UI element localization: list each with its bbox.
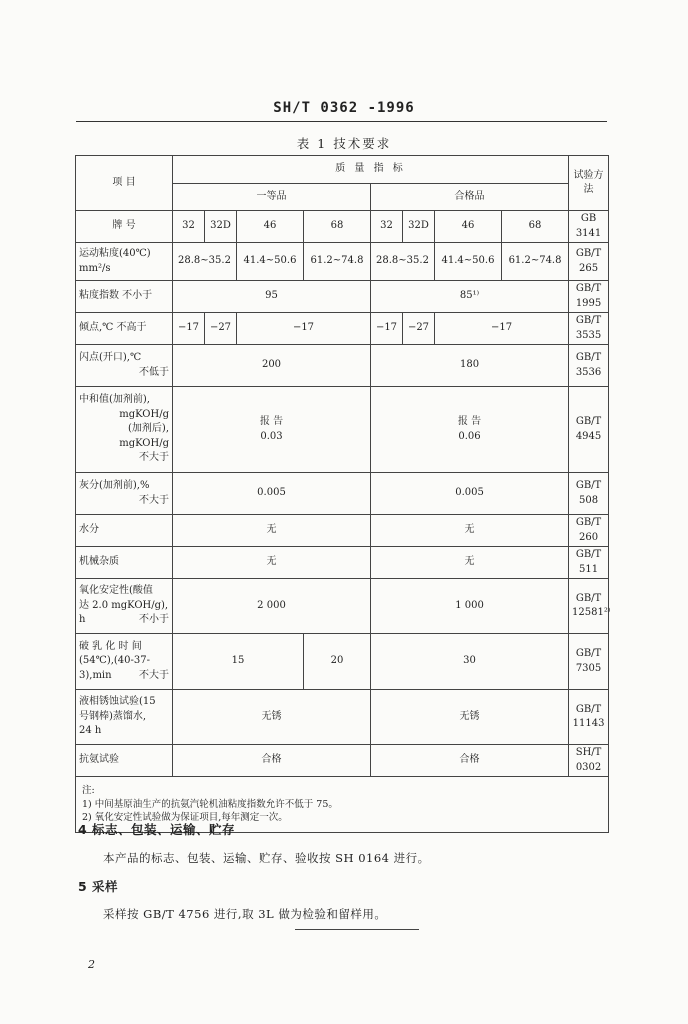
page-number: 2 bbox=[88, 958, 95, 971]
row-label-rust bbox=[76, 690, 173, 745]
label-line: 破 乳 化 时 间 bbox=[79, 640, 142, 652]
method-cell: GB/T 3535 bbox=[569, 313, 609, 345]
value-cell: −17 bbox=[237, 313, 371, 345]
value-cell: 1 000 bbox=[371, 579, 569, 634]
method-cell: GB/T 260 bbox=[569, 515, 609, 547]
head-item: 项 目 bbox=[76, 156, 173, 211]
value-cell: 200 bbox=[173, 345, 371, 387]
label-line: 3),min bbox=[79, 669, 112, 681]
row-label-viscosity bbox=[76, 243, 173, 281]
label-line: 号钢棒)蒸馏水, bbox=[79, 710, 147, 722]
value-cell: 28.8~35.2 bbox=[371, 243, 435, 281]
method-cell: GB/T 7305 bbox=[569, 634, 609, 690]
section-5-title: 5 采样 bbox=[78, 879, 119, 894]
label-line: 液相锈蚀试验(15 bbox=[79, 696, 156, 708]
value-cell: 无 bbox=[173, 515, 371, 547]
value-cell: 61.2~74.8 bbox=[304, 243, 371, 281]
label-line: 不小于 bbox=[139, 614, 169, 626]
grade-cell: 32D bbox=[403, 211, 435, 243]
grade-cell: 32D bbox=[205, 211, 237, 243]
method-cell: GB/T 511 bbox=[569, 547, 609, 579]
label-line: 运动粘度(40℃) bbox=[79, 248, 151, 259]
value-cell: 无锈 bbox=[371, 690, 569, 745]
value-cell: 30 bbox=[371, 634, 569, 690]
label-line: 不大于 bbox=[139, 452, 169, 464]
row-label-acid bbox=[76, 387, 173, 473]
label-line: (加剂后), bbox=[128, 423, 169, 435]
value-cell: 0.005 bbox=[371, 473, 569, 515]
row-label-water: 水分 bbox=[76, 515, 173, 547]
method-cell: SH/T 0302 bbox=[569, 745, 609, 777]
value-cell bbox=[371, 387, 569, 473]
label-line: mgKOH/g bbox=[119, 437, 169, 449]
method-cell: GB/T 508 bbox=[569, 473, 609, 515]
label-line: 达 2.0 mgKOH/g), bbox=[79, 599, 169, 611]
value-cell: 20 bbox=[304, 634, 371, 690]
technical-requirements-table bbox=[75, 155, 609, 833]
row-label-ash bbox=[76, 473, 173, 515]
label-line: mm²/s bbox=[79, 262, 111, 274]
value-line: 报 告 bbox=[457, 416, 482, 427]
section-5-text: 采样按 GB/T 4756 进行,取 3L 做为检验和留样用。 bbox=[103, 907, 387, 921]
grade-cell: 68 bbox=[304, 211, 371, 243]
value-cell: 无 bbox=[173, 547, 371, 579]
label-line: h bbox=[79, 614, 86, 626]
label-line: 不低于 bbox=[139, 366, 169, 378]
header-rule bbox=[76, 121, 607, 122]
row-label-pour: 倾点,℃ 不高于 bbox=[76, 313, 173, 345]
label-line: 不大于 bbox=[139, 669, 169, 681]
head-quality: 质 量 指 标 bbox=[173, 156, 569, 184]
value-cell: 28.8~35.2 bbox=[173, 243, 237, 281]
row-label-vi: 粘度指数 不小于 bbox=[76, 281, 173, 313]
label-line: 不大于 bbox=[139, 494, 169, 506]
grade-label: 牌 号 bbox=[76, 211, 173, 243]
standard-number-header: SH/T 0362 -1996 bbox=[273, 100, 415, 116]
value-cell: −27 bbox=[205, 313, 237, 345]
label-line: 24 h bbox=[79, 725, 102, 737]
method-cell: GB/T 4945 bbox=[569, 387, 609, 473]
value-cell: 61.2~74.8 bbox=[502, 243, 569, 281]
value-cell: 无 bbox=[371, 515, 569, 547]
value-cell: 180 bbox=[371, 345, 569, 387]
notes-title: 注: bbox=[82, 784, 95, 796]
method-cell: GB/T 11143 bbox=[569, 690, 609, 745]
value-cell: 41.4~50.6 bbox=[237, 243, 304, 281]
section-4-text: 本产品的标志、包装、运输、贮存、验收按 SH 0164 进行。 bbox=[103, 851, 430, 865]
grade-cell: 46 bbox=[237, 211, 304, 243]
row-label-oxidation bbox=[76, 579, 173, 634]
value-line: 报 告 bbox=[259, 416, 284, 427]
label-line: 氧化安定性(酸值 bbox=[79, 585, 153, 597]
grade-cell: 32 bbox=[371, 211, 403, 243]
value-cell: 合格 bbox=[371, 745, 569, 777]
value-cell: 95 bbox=[173, 281, 371, 313]
value-cell: 合格 bbox=[173, 745, 371, 777]
note-1: 1) 中间基原油生产的抗氨汽轮机油粘度指数允许不低于 75。 bbox=[82, 798, 338, 810]
label-line: mgKOH/g bbox=[119, 408, 169, 420]
value-cell: −17 bbox=[173, 313, 205, 345]
label-line: 灰分(加剂前),% bbox=[79, 480, 150, 491]
end-rule bbox=[295, 929, 419, 930]
head-method: 试验方法 bbox=[569, 156, 609, 211]
table-caption: 表 1 技术要求 bbox=[296, 136, 392, 151]
grade-cell: 46 bbox=[435, 211, 502, 243]
label-line: 闪点(开口),℃ bbox=[79, 352, 142, 363]
row-label-ammonia: 抗氨试验 bbox=[76, 745, 173, 777]
value-line: 0.03 bbox=[260, 430, 283, 442]
note-2: 2) 氧化安定性试验做为保证项目,每年测定一次。 bbox=[82, 812, 288, 824]
section-4-title: 4 标志、包装、运输、贮存 bbox=[78, 822, 236, 837]
row-label-demulsification bbox=[76, 634, 173, 690]
head-grade-first: 一等品 bbox=[173, 184, 371, 211]
method-cell: GB/T 265 bbox=[569, 243, 609, 281]
value-cell: 无锈 bbox=[173, 690, 371, 745]
value-cell: 无 bbox=[371, 547, 569, 579]
value-cell: −17 bbox=[371, 313, 403, 345]
value-cell: 41.4~50.6 bbox=[435, 243, 502, 281]
method-cell: GB/T 12581²⁾ bbox=[569, 579, 609, 634]
value-line: 0.06 bbox=[458, 430, 481, 442]
value-cell: −27 bbox=[403, 313, 435, 345]
grade-cell: 32 bbox=[173, 211, 205, 243]
grade-cell: 68 bbox=[502, 211, 569, 243]
value-cell: 0.005 bbox=[173, 473, 371, 515]
method-cell: GB/T 3536 bbox=[569, 345, 609, 387]
method-cell: GB/T 1995 bbox=[569, 281, 609, 313]
value-cell: 15 bbox=[173, 634, 304, 690]
method-cell: GB 3141 bbox=[569, 211, 609, 243]
value-cell: 2 000 bbox=[173, 579, 371, 634]
value-cell bbox=[173, 387, 371, 473]
row-label-impurity: 机械杂质 bbox=[76, 547, 173, 579]
row-label-flash bbox=[76, 345, 173, 387]
label-line: 中和值(加剂前), bbox=[79, 394, 150, 406]
value-cell: 85¹⁾ bbox=[371, 281, 569, 313]
label-line: (54℃),(40-37- bbox=[79, 655, 151, 667]
value-cell: −17 bbox=[435, 313, 569, 345]
head-grade-qualified: 合格品 bbox=[371, 184, 569, 211]
